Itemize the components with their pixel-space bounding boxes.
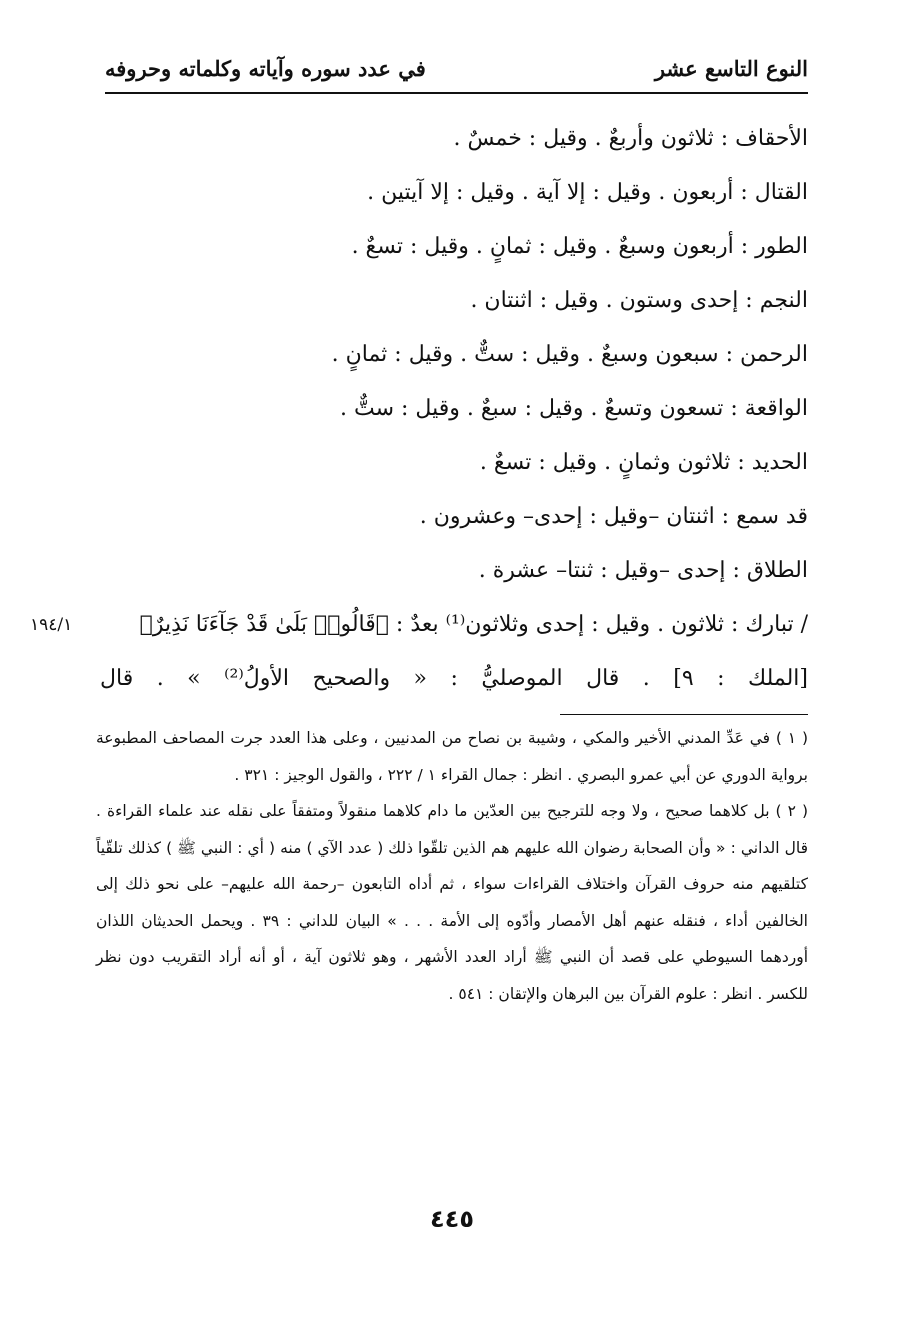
chapter-title: النوع التاسع عشر	[654, 56, 808, 81]
text-line: الأحقاف : ثلاثون وأربعٌ . وقيل : خمسٌ .	[453, 126, 808, 151]
text-line: / تبارك : ثلاثون . وقيل : إحدى وثلاثون⁽¹⁾ بعدٌ : ﴿قَالُوا۟ بَلَىٰ قَدْ جَآءَنَا نَذِيرٌ﴾	[139, 612, 808, 637]
footnotes	[96, 720, 808, 1012]
margin-reference: ١٩٤/١	[30, 615, 73, 635]
text-line: الرحمن : سبعون وسبعٌ . وقيل : ستٌّ . وقيل : ثمانٍ .	[331, 342, 808, 367]
text-line-with-margin	[30, 598, 808, 652]
text-line: الطور : أربعون وسبعٌ . وقيل : ثمانٍ . وقيل : تسعٌ .	[351, 234, 808, 259]
text-line: النجم : إحدى وستون . وقيل : اثنتان .	[470, 288, 808, 313]
text-line: الطلاق : إحدى –وقيل : ثنتا– عشرة .	[478, 558, 808, 583]
text-line: [الملك : ٩] . قال الموصليُّ : « والصحيح الأولُ⁽²⁾ » . قال	[100, 666, 808, 691]
main-text	[30, 112, 808, 706]
page-number: ٤٤٥	[430, 1205, 474, 1233]
footnote: ( ٢ ) بل كلاهما صحيح ، ولا وجه للترجيح بين العدّين ما دام كلاهما منقولاً ومتفقاً على نقله عند علماء القراءة . قال الداني : « وأن الصحابة رضوان الله عليهم هم الذين تلقّوا ذلك ( عدد الآي ) منه ( أي : النبي ﷺ ) كذلك تلقّياً كتلقيهم منه حروف القرآن واختلاف القراءات سواء ، ثم أداه التابعون –رحمة الله عليهم– على نحو ذلك إلى الخالفين أداء ، فنقله عنهم أهل الأمصار وأدّوه إلى الأمة . . . » البيان للداني : ٣٩ . ويحمل الحديثان اللذان أوردهما السيوطي على قصد أن النبي ﷺ أراد العدد الأشهر ، وهو ثلاثون آية ، أو أنه أراد التقريب دون نظر للكسر . انظر : علوم القرآن بين البرهان والإتقان : ٥٤١ .	[96, 802, 808, 1003]
text-line: الواقعة : تسعون وتسعٌ . وقيل : سبعٌ . وقيل : ستٌّ .	[339, 396, 808, 421]
footnote-separator	[560, 714, 808, 715]
section-topic: في عدد سوره وآياته وكلماته وحروفه	[105, 56, 426, 81]
text-line: القتال : أربعون . وقيل : إلا آية . وقيل : إلا آيتين .	[367, 180, 808, 205]
text-line: الحديد : ثلاثون وثمانٍ . وقيل : تسعٌ .	[479, 450, 808, 475]
text-line: قد سمع : اثنتان –وقيل : إحدى– وعشرون .	[419, 504, 808, 529]
footnote: ( ١ ) في عَدِّ المدني الأخير والمكي ، وشيبة بن نصاح من المدنيين ، وعلى هذا العدد جرت المصاحف المطبوعة برواية الدوري عن أبي عمرو البصري . انظر : جمال القراء ١ / ٢٢٢ ، والقول الوجيز : ٣٢١ .	[96, 729, 808, 784]
running-header	[105, 48, 808, 94]
